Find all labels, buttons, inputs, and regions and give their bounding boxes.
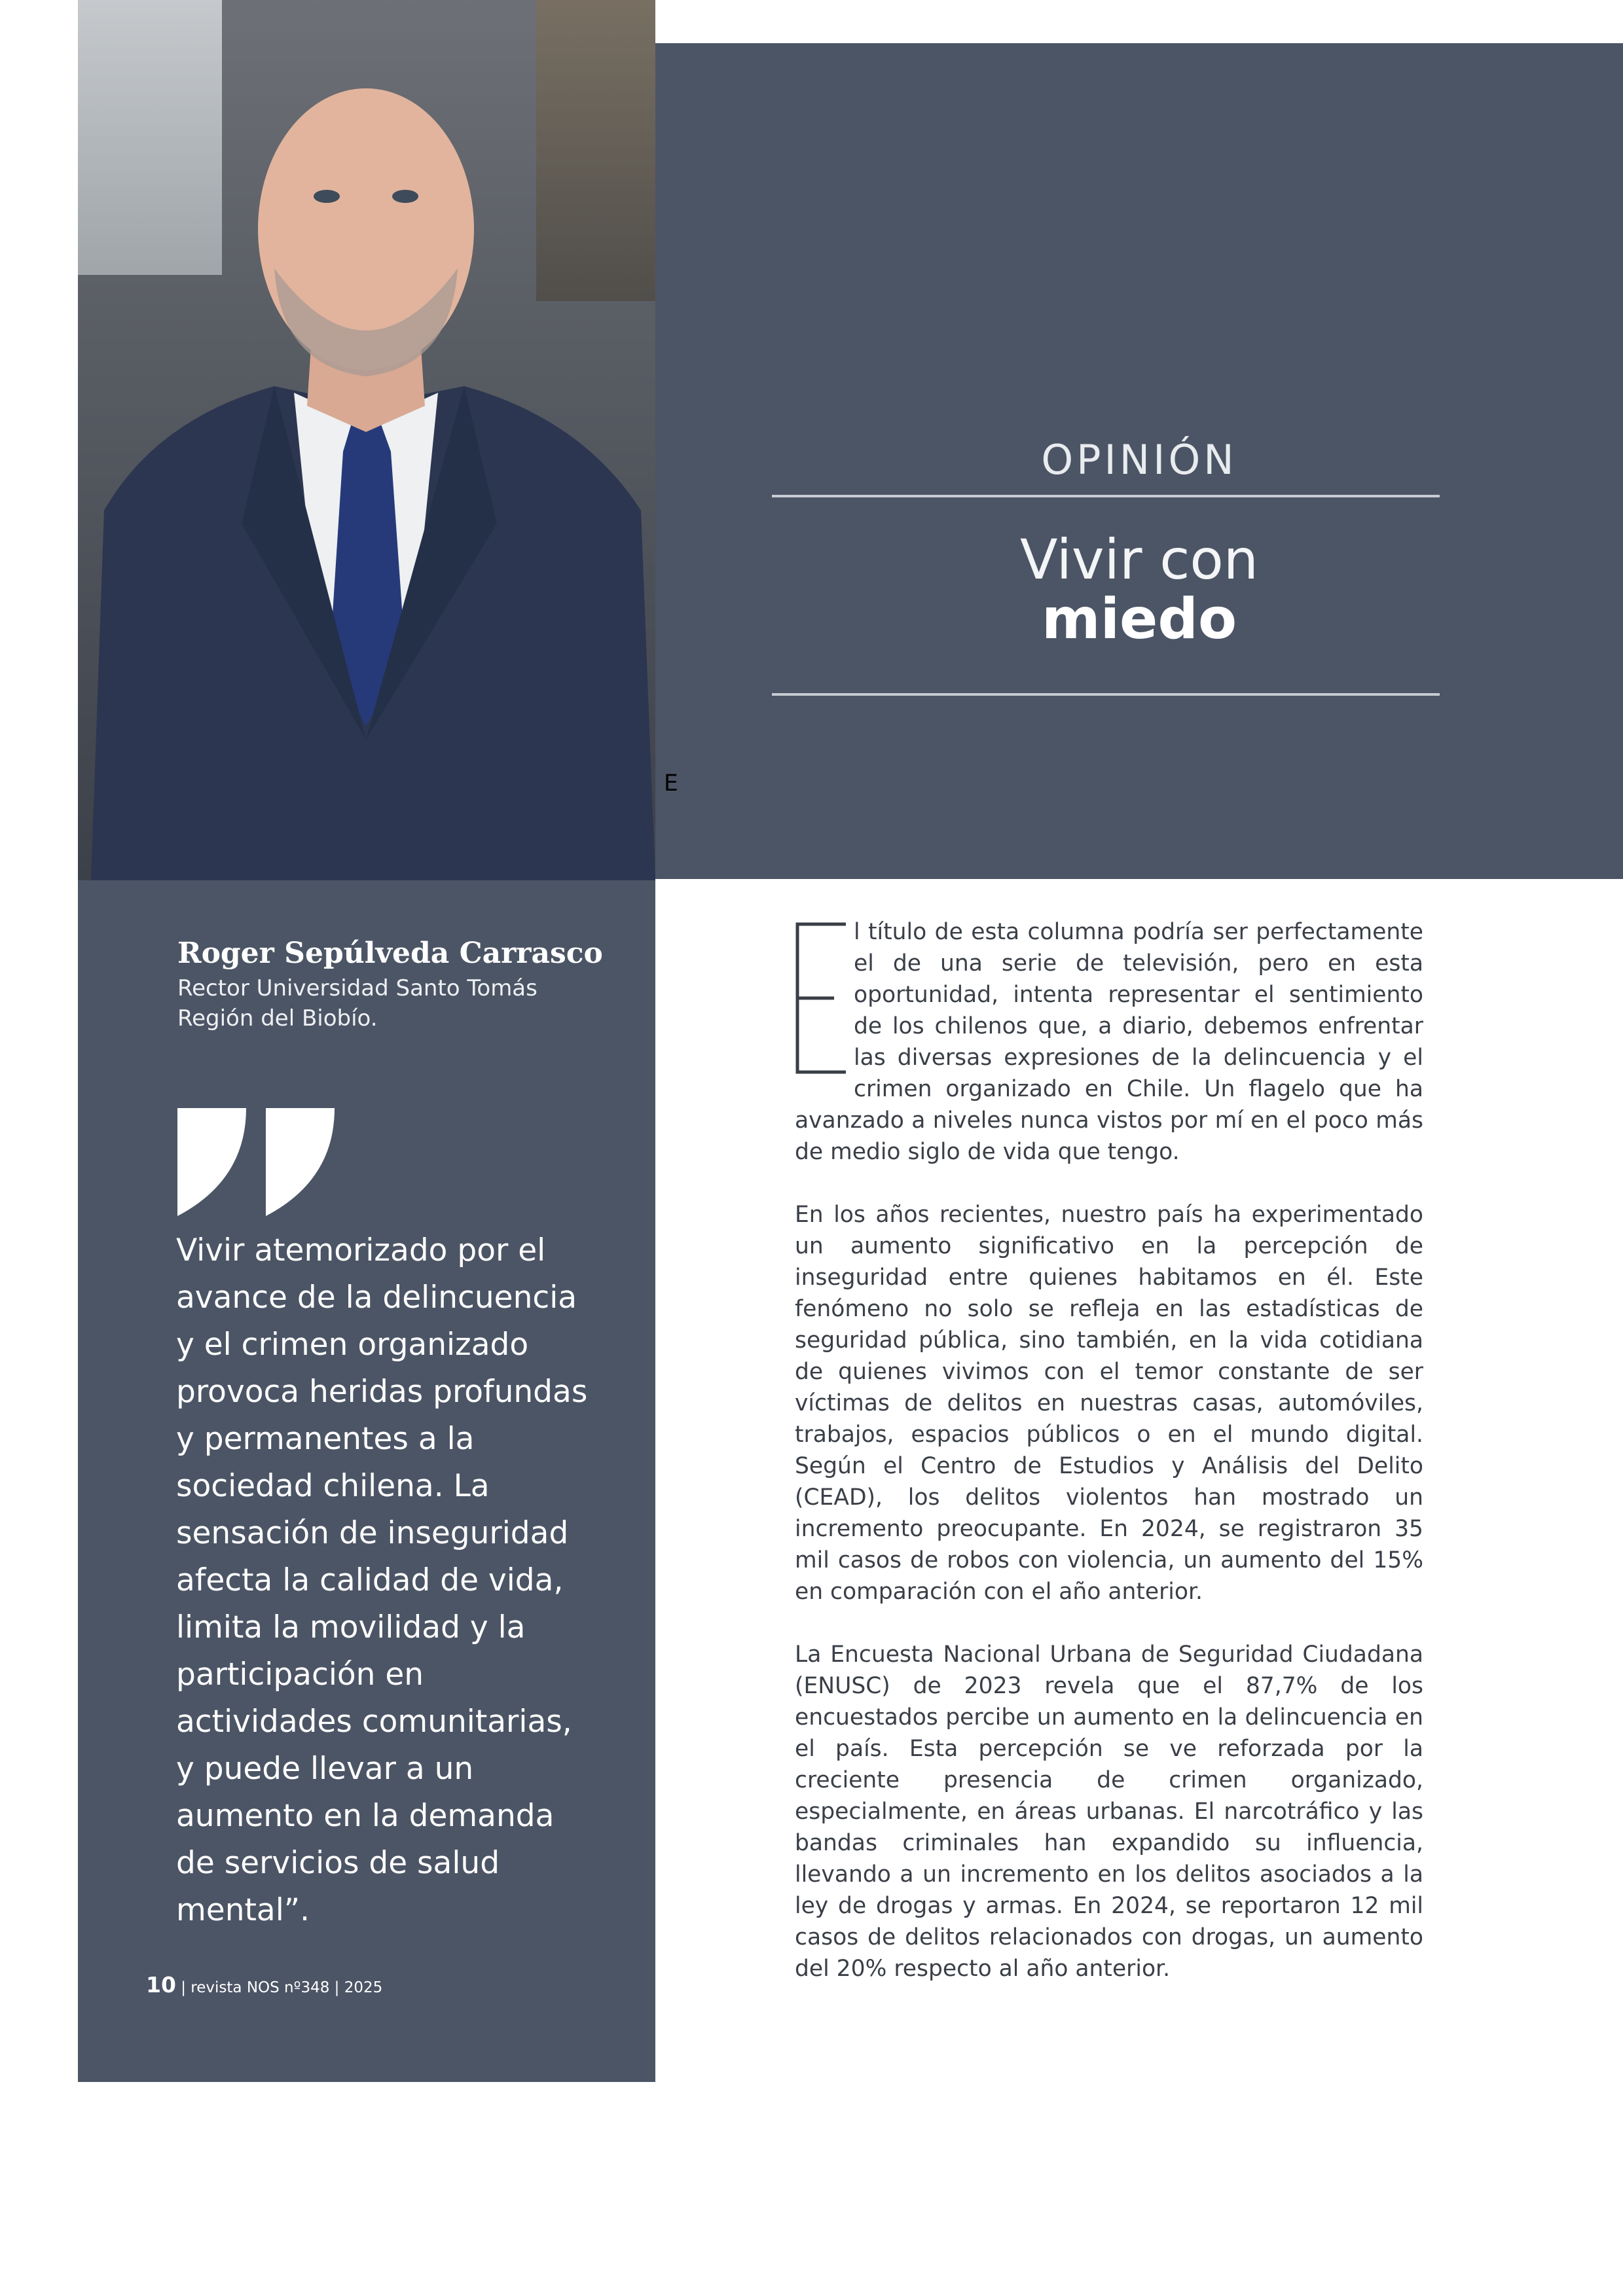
author-photo — [78, 0, 655, 880]
publication-info: | revista NOS nº348 | 2025 — [181, 1979, 383, 1996]
article-paragraph-2: En los años recientes, nuestro país ha experimentado un aumento significativo en la percepción de inseguridad entre quienes habitamos en él. Este fenómeno no solo se refleja en las estadísticas de seguridad pública, sino también, en la vida cotidiana de quienes vivimos con el temor constante de ser víctimas de delitos en nuestras casas, automóviles, trabajos, espacios públicos o en el mundo digital. Según el Centro de Estudios y Análisis del Delito (CEAD), los delitos violentos han mostrado un incremento preocupante. En 2024, se registraron 35 mil casos de robos con violencia, un aumento del 15% en comparación con el año anterior. — [795, 1202, 1423, 1605]
paragraph-1-text: l título de esta columna podría ser perfectamente el de una serie de televisión, pero en esta oportunidad, intenta representar el sentimiento de los chilenos que, a diario, debemos enfrentar las diversas expresiones de la delincuencia y el crimen organizado en Chile. Un flagelo que ha avanzado a niveles nunca vistos por mí en el poco más de medio siglo de vida que tengo. — [795, 919, 1423, 1165]
header-panel — [655, 43, 1623, 879]
svg-text:E: E — [664, 770, 678, 797]
author-role-line1: Rector Universidad Santo Tomás — [177, 975, 538, 1001]
author-name: Roger Sepúlveda Carrasco — [177, 937, 603, 970]
quote-mark-icon — [177, 1108, 335, 1219]
dropcap-letter — [664, 770, 847, 1075]
page-number: 10 — [146, 1972, 176, 1998]
section-label: OPINIÓN — [1041, 436, 1237, 484]
article-title-line1: Vivir con — [1019, 528, 1259, 592]
author-sidebar — [78, 880, 655, 2082]
bottom-divider — [772, 693, 1440, 696]
portrait-illustration — [78, 0, 655, 880]
article-paragraph-3: La Encuesta Nacional Urbana de Seguridad Ciudadana (ENUSC) de 2023 revela que el 87,7% de los encuestados percibe un aumento en la delincuencia en el país. Esta percepción se ve reforzada por la creciente presencia de crimen organizado, especialmente, en áreas urbanas. El narcotráfico y las bandas criminales han expandido su influencia, llevando a un incremento en los delitos asociados a la ley de drogas y armas. En 2024, se reportaron 12 mil casos de delitos relacionados con drogas, un aumento del 20% respecto al año anterior. — [795, 1641, 1423, 1982]
article-paragraph-1 — [664, 770, 1423, 1168]
page-folio — [146, 1972, 382, 1998]
dropcap — [664, 770, 847, 1075]
pull-quote: Vivir atemorizado por el avance de la delincuencia y el crimen organizado provoca heridas profundas y permanentes a la sociedad chilena. La sensación de inseguridad afecta la calidad de vida, limita la movilidad y la participación en actividades comunitarias, y puede llevar a un aumento en la demanda de servicios de salud mental”. — [176, 1232, 588, 1928]
article-body — [664, 770, 1423, 2016]
author-role-line2: Región del Biobío. — [177, 1005, 378, 1031]
article-title-line2: miedo — [1041, 586, 1237, 652]
top-divider — [772, 495, 1440, 497]
author-role — [177, 973, 636, 1033]
